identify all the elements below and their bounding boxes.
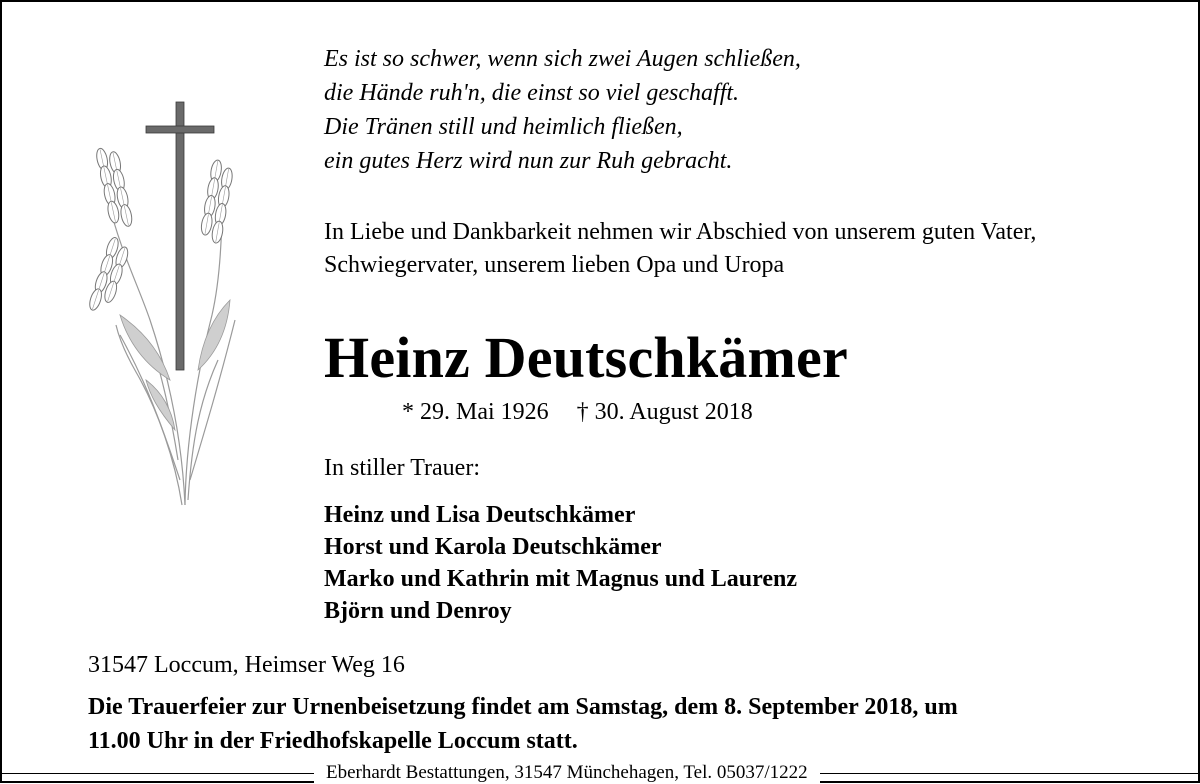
funeral-home-info: Eberhardt Bestattungen, 31547 Münchehagen, Tel. 05037/1222 <box>314 762 820 784</box>
life-dates <box>402 397 753 427</box>
mourner-name: Björn und Denroy <box>324 598 512 624</box>
footer <box>2 762 1200 784</box>
poem-line: Es ist so schwer, wenn sich zwei Augen schließen, <box>324 46 801 72</box>
ceremony-line: 11.00 Uhr in der Friedhofskapelle Loccum statt. <box>88 728 578 754</box>
intro-line: In Liebe und Dankbarkeit nehmen wir Abschied von unserem guten Vater, <box>324 219 1037 245</box>
ceremony-info <box>88 690 1168 758</box>
address: 31547 Loccum, Heimser Weg 16 <box>88 652 405 678</box>
poem-line: die Hände ruh'n, die einst so viel geschafft. <box>324 80 740 106</box>
mourners-label: In stiller Trauer: <box>324 455 480 481</box>
mourner-name: Horst und Karola Deutschkämer <box>324 534 662 560</box>
birth-date: * 29. Mai 1926 <box>402 399 549 425</box>
poem-line: ein gutes Herz wird nun zur Ruh gebracht. <box>324 148 733 174</box>
death-date: † 30. August 2018 <box>576 399 753 425</box>
deceased-name: Heinz Deutschkämer <box>324 325 848 390</box>
cross-with-wheat-icon <box>50 80 260 520</box>
intro-line: Schwiegervater, unserem lieben Opa und Uropa <box>324 252 785 278</box>
ceremony-line: Die Trauerfeier zur Urnenbeisetzung findet am Samstag, dem 8. September 2018, um <box>88 694 958 720</box>
poem-line: Die Tränen still und heimlich fließen, <box>324 114 683 140</box>
mourner-name: Heinz und Lisa Deutschkämer <box>324 502 636 528</box>
intro-text <box>324 216 1184 282</box>
mourner-name: Marko und Kathrin mit Magnus und Laurenz <box>324 566 797 592</box>
mourners-list <box>324 499 797 627</box>
poem <box>324 42 1044 178</box>
